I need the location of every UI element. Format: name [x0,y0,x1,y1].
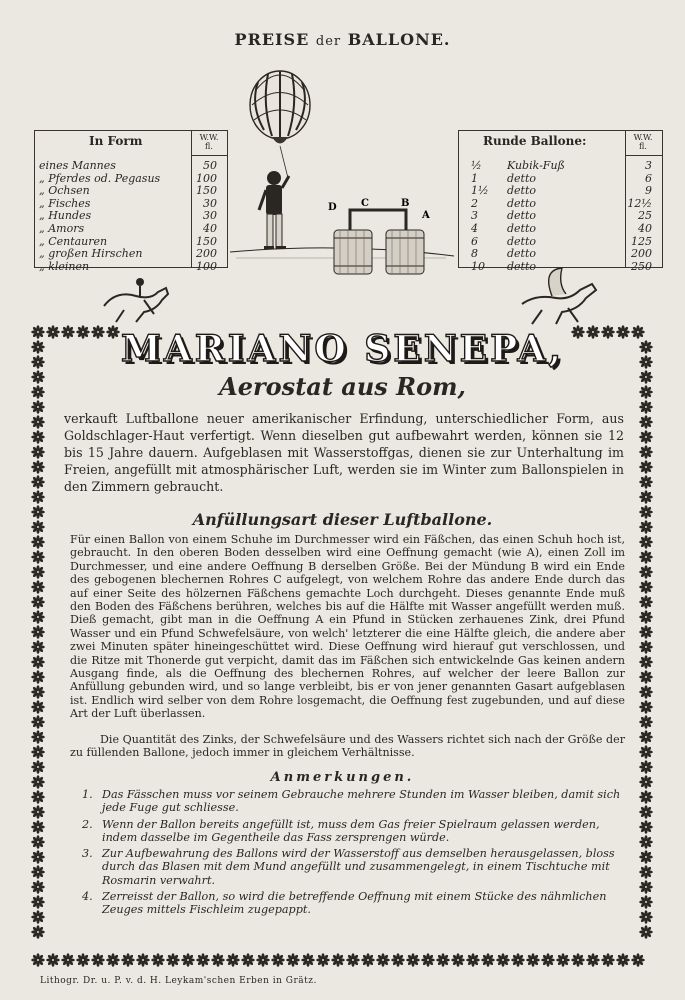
rosette-ornament [31,475,45,489]
rosette-ornament [639,895,653,909]
rosette-ornament [451,953,465,967]
rosette-ornament [31,535,45,549]
round-size: ½ [471,159,482,172]
round-size: 4 [471,221,478,235]
round-size: 1 [471,171,478,185]
rosette-ornament [31,640,45,654]
rosette-ornament [301,953,315,967]
rosette-ornament [271,953,285,967]
note-text: Wenn der Ballon bereits angefüllt ist, muss dem Gas freier Spielraum gelassen werden, indem dasselbe im Gegentheile das Fass zersprengen würde. [102,817,600,844]
rosette-ornament [639,610,653,624]
form-price: 150 [196,184,217,198]
round-size: 1½ [471,184,489,198]
form-price: 30 [203,209,217,223]
rosette-ornament [639,460,653,474]
rosette-ornament [31,415,45,429]
rosette-ornament [31,670,45,684]
round-unit-header [626,133,660,151]
form-price: 30 [203,196,217,210]
form-price: 150 [196,234,217,248]
rosette-ornament [639,415,653,429]
form-label: „ Ochsen [39,184,90,198]
rosette-ornament [639,625,653,639]
rosette-ornament [466,953,480,967]
form-label: „ Pferdes od. Pegasus [39,171,161,185]
rosette-ornament [639,745,653,759]
rosette-ornament [166,953,180,967]
round-desc: detto [507,221,537,235]
rosette-ornament [31,685,45,699]
form-price: 200 [196,247,217,261]
rosette-ornament [31,655,45,669]
rosette-ornament [181,953,195,967]
rosette-ornament [31,430,45,444]
rosette-ornament [511,953,525,967]
rosette-ornament [31,445,45,459]
round-price: 25 [638,209,652,223]
rosette-ornament [286,953,300,967]
note-text: Das Fässchen muss vor seinem Gebrauche mehrere Stunden im Wasser bleiben, damit sich jede Fuge gut schliesse. [102,788,621,815]
rosette-ornament [631,953,645,967]
rosette-ornament [346,953,360,967]
round-unit-bottom: fl. [639,142,647,151]
rosette-ornament [571,953,585,967]
balloon-icon [250,71,310,178]
rosette-ornament [31,910,45,924]
rosette-ornament [639,865,653,879]
note-item [82,890,627,917]
rosette-ornament [31,850,45,864]
section-heading: Anfüllungsart dieser Luftballone. [192,510,493,529]
note-text: Zur Aufbewahrung des Ballons wird der Wasserstoff aus demselben herausgelassen, bloss durch das Blasen mit dem Mund angefüllt und zusammengelegt, in einem Tischtuche mit Rosmarin verwahrt. [102,847,615,887]
round-desc: detto [507,196,537,210]
round-table-row [459,160,662,173]
barrel-icon [386,230,424,274]
price-table-forms [34,130,228,273]
round-price: 125 [631,234,652,248]
form-price: 100 [196,171,217,185]
rosette-ornament [31,835,45,849]
label-c: C [361,198,369,209]
rosette-ornament [639,790,653,804]
round-table-row [459,198,662,211]
rosette-ornament [481,953,495,967]
round-table-row [459,210,662,223]
rosette-ornament [361,953,375,967]
rosette-ornament [241,953,255,967]
rosette-ornament [31,595,45,609]
note-number: 3. [82,847,93,861]
intro-paragraph: verkauft Luftballone neuer amerikanischer Erfindung, unterschiedlicher Form, aus Goldschlager-Haut verfertigt. Wenn dieselben gut aufbewahrt werden, können sie 12 bis 15 Jahre dauern. Aufgeblasen mit Wasserstoffgas, dienen sie zur Unterhaltung im Freien, angefüllt mit atmosphärischer Luft, werden sie im Winter zum Ballonspielen in den Zimmern gebraucht. [64,411,624,494]
round-table-row [459,173,662,186]
note-text: Zerreisst der Ballon, so wird die betreffende Oeffnung mit einem Stücke des nähmlichen Zeuges mittels Fischleim zugepappt. [102,890,607,917]
rosette-ornament [31,925,45,939]
rosette-ornament [196,953,210,967]
rosette-ornament [31,580,45,594]
rosette-ornament [31,790,45,804]
rosette-ornament [31,953,45,967]
round-unit-top: W.W. [633,133,653,142]
rosette-ornament [639,925,653,939]
forms-unit-top: W.W. [199,133,219,142]
form-label: eines Mannes [39,159,116,172]
rosette-ornament [639,535,653,549]
rosette-ornament [31,745,45,759]
rosette-ornament [31,700,45,714]
rosette-ornament [31,820,45,834]
rosette-ornament [639,670,653,684]
forms-table-rows [35,160,227,273]
rosette-ornament [639,430,653,444]
form-label: „ Hundes [39,209,92,223]
form-price: 50 [203,159,217,172]
rosette-ornament [31,610,45,624]
rosette-ornament [639,550,653,564]
rosette-ornament [316,953,330,967]
title-end: BALLONE. [347,30,451,49]
forms-table-row [35,160,227,173]
round-price: 40 [638,221,652,235]
label-b: B [401,198,410,209]
rosette-ornament [31,895,45,909]
rosette-ornament [556,953,570,967]
round-desc: detto [507,209,537,223]
rosette-ornament [586,953,600,967]
round-size: 8 [471,247,478,261]
rosette-ornament [136,953,150,967]
round-size: 3 [471,209,478,223]
quantity-paragraph: Die Quantität des Zinks, der Schwefelsäure und des Wassers richtet sich nach der Größe der zu füllenden Ballone, jedoch immer in gleichem Verhältnisse. [70,733,625,760]
note-item [82,788,627,815]
rosette-ornament [31,865,45,879]
rosette-ornament [639,730,653,744]
rosette-ornament [61,953,75,967]
form-label: „ Centauren [39,234,108,248]
forms-table-header: In Form [89,134,143,148]
forms-unit-header [192,133,226,151]
note-number: 4. [82,890,93,904]
rosette-ornament [639,565,653,579]
rosette-ornament [639,715,653,729]
rosette-ornament [639,445,653,459]
rosette-ornament [639,820,653,834]
rosette-ornament [526,953,540,967]
form-label: „ großen Hirschen [39,247,143,261]
form-label: „ kleinen [39,259,90,273]
rosette-ornament [639,640,653,654]
lithographer-credit: Lithogr. Dr. u. P. v. d. H. Leykam'schen Erben in Grätz. [40,976,317,986]
rosette-ornament [31,715,45,729]
rosette-ornament [639,910,653,924]
rosette-ornament [639,580,653,594]
form-price: 40 [203,221,217,235]
rosette-ornament [639,700,653,714]
rosette-ornament [31,625,45,639]
rosette-ornament [151,953,165,967]
notes-list [82,788,627,920]
man-figure-icon [259,171,289,249]
rosette-ornament [106,953,120,967]
rosette-ornament [31,400,45,414]
forms-table-row [35,248,227,261]
pegasus-right-icon [512,264,608,330]
rosette-ornament [256,953,270,967]
form-label: „ Fisches [39,196,91,210]
seller-name: MARIANO SENEPA, [121,328,564,370]
rosette-ornament [31,490,45,504]
round-table-header: Runde Ballone: [483,134,587,148]
rosette-ornament [639,400,653,414]
round-desc: Kubik-Fuß [507,159,565,172]
note-item [82,847,627,887]
rosette-ornament [436,953,450,967]
forms-table-row [35,185,227,198]
round-price: 200 [631,247,652,261]
centaur-left-icon [96,270,186,326]
round-price: 9 [645,184,652,198]
rosette-ornament [31,880,45,894]
rosette-ornament [121,953,135,967]
round-price: 6 [645,171,652,185]
rosette-ornament [639,685,653,699]
rosette-ornament [31,805,45,819]
rosette-ornament [421,953,435,967]
round-table-rows [459,160,662,273]
rosette-ornament [406,953,420,967]
note-item [82,818,627,845]
rosette-ornament [391,953,405,967]
round-table-row [459,223,662,236]
forms-table-row [35,223,227,236]
rosette-ornament [541,953,555,967]
title-der: der [315,34,342,49]
label-a: A [422,210,430,221]
rosette-ornament [639,850,653,864]
rosette-ornament [211,953,225,967]
rosette-ornament [639,595,653,609]
round-price: 250 [631,259,652,273]
balloon-illustration [226,60,458,280]
price-table-round [458,130,663,273]
rosette-ornament [639,475,653,489]
rosette-ornament [616,953,630,967]
rosette-ornament [226,953,240,967]
notes-heading: Anmerkungen. [270,770,415,785]
rosette-ornament [76,953,90,967]
rosette-ornament [46,953,60,967]
note-number: 1. [82,788,93,801]
round-desc: detto [507,184,537,198]
rosette-ornament [496,953,510,967]
round-desc: detto [507,259,537,273]
rosette-ornament [639,880,653,894]
rosette-ornament [601,953,615,967]
round-desc: detto [507,247,537,261]
barrel-icon [334,230,372,274]
round-desc: detto [507,234,537,248]
round-size: 2 [471,196,478,210]
round-size: 6 [471,234,478,248]
rosette-ornament [639,490,653,504]
forms-unit-bottom: fl. [205,142,213,151]
round-size: 10 [471,259,485,273]
rosette-ornament [91,953,105,967]
rosette-ornament [31,460,45,474]
round-price: 3 [645,159,652,172]
rosette-ornament [639,655,653,669]
round-table-row [459,185,662,198]
rosette-ornament [639,835,653,849]
rosette-ornament [639,805,653,819]
note-number: 2. [82,817,93,831]
label-d: D [328,202,337,213]
form-label: „ Amors [39,221,85,235]
poster-title [0,30,685,49]
round-desc: detto [507,171,537,185]
title-main: PREISE [234,30,310,49]
instructions-paragraph: Für einen Ballon von einem Schuhe im Durchmesser wird ein Fäßchen, das einen Schuh hoch ist, gebraucht. In den oberen Boden desselben wird eine Oeffnung gemacht (wie A), einen Zoll im Durchmesser, und eine andere Oeffnung B derselben Größe. Bei der Mündung B wird ein Ende des gebogenen blechernen Rohres C aufgelegt, von welchem Rohre das andere Ende durch das auf einer Seite des hölzernen Fäßchens gemachte Loch durchgeht. Dieses genannte Ende muß den Boden des Fäßchens berühren, welches bis auf die Hälfte mit Wasser angefüllt werden muß. Dieß gemacht, gibt man in die Oeffnung A ein Pfund in Stücken zerhauenes Zink, drei Pfund Wasser und ein Pfund Schwefelsäure, von welch' letzterer die eine Hälfte gleich, die andere aber zwei Minuten später hineingeschüttet wird. Diese Oeffnung wird hierauf gut verschlossen, und die Ritze mit Thonerde gut verpicht, damit das im Fäßchen sich entwickelnde Gas keinen andern Ausgang finde, als die Oeffnung des blechernen Rohres, auf welcher der leere Ballon zur Anfüllung gebunden wird, und so lange verbleibt, bis er von jener genannten Gasart aufgeblasen ist. Endlich wird selber von dem Rohre losgemacht, die Oeffnung fest zugebunden, und auf diese Art der Luft überlassen. [70,533,625,721]
rosette-ornament [31,550,45,564]
form-price: 100 [196,259,217,273]
rosette-ornament [31,730,45,744]
seller-subtitle: Aerostat aus Rom, [219,372,466,401]
round-price: 12½ [627,196,652,210]
rosette-ornament [331,953,345,967]
pipe-icon [350,210,406,230]
round-table-row [459,248,662,261]
rosette-ornament [31,565,45,579]
rosette-ornament [376,953,390,967]
